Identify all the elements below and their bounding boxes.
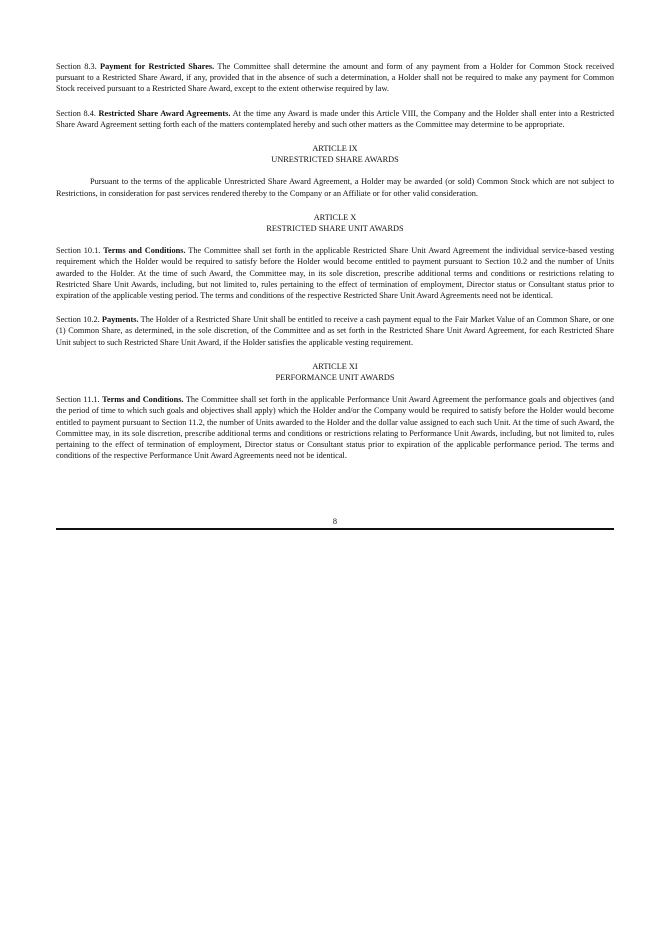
- article-xi-label: ARTICLE XI: [312, 361, 358, 371]
- section-8-4: [56, 108, 614, 130]
- document-page: [56, 61, 614, 474]
- section-body: The Holder of a Restricted Share Unit shall be entitled to receive a cash payment equal to the Fair Market Value of an Common Share, or one (1) Common Share, as determined, in the sole discretion, of the Committee and as set forth in the Restricted Share Unit Award Agreement, for each Restricted Share Unit subject to such Restricted Share Unit Award, if the Holder satisfies the applicable vesting requirement.: [56, 315, 614, 347]
- section-body: The Committee shall determine the amount and form of any payment from a Holder for Common Stock received pursuant to a Restricted Share Award, if any, provided that in the absence of such a determination, a Holder shall not be required to make any payment for Common Stock received pursuant to a Restricted Share Award, except to the extent otherwise required by law.: [56, 62, 614, 94]
- section-title: Restricted Share Award Agreements.: [98, 108, 231, 118]
- article-xi-title: PERFORMANCE UNIT AWARDS: [275, 373, 395, 383]
- section-title: Terms and Conditions.: [102, 395, 184, 405]
- section-number: Section 10.1.: [56, 246, 101, 256]
- section-body: The Committee shall set forth in the applicable Performance Unit Award Agreement the performance goals and objectives (and the period of time to which such goals and objectives shall apply) which the Holder and/or the Company would be required to satisfy before the Holder would become entitled to payment pursuant to Section 11.2, the number of Units awarded to the Holder and the dollar value assigned to each such Unit. At the time of such Award, the Committee may, in its sole discretion, prescribe additional terms and conditions or restrictions relating to Performance Unit Awards, including, but not limited to, rules pertaining to the effect of termination of employment, Director status or Consultant status prior to expiration of the applicable performance period. The terms and conditions of the respective Performance Unit Award Agreements need not be identical.: [56, 395, 614, 461]
- article-x-label: ARTICLE X: [313, 212, 357, 222]
- page-number: 8: [332, 517, 338, 526]
- page-footer: [56, 516, 614, 530]
- section-title: Terms and Conditions.: [103, 246, 186, 256]
- section-number: Section 8.3.: [56, 62, 97, 71]
- section-number: Section 11.1.: [56, 395, 100, 405]
- footer-rule: [56, 528, 614, 530]
- section-number: Section 10.2.: [56, 315, 100, 325]
- section-number: Section 8.4.: [56, 108, 96, 118]
- section-8-3: [56, 61, 614, 95]
- article-x-title: RESTRICTED SHARE UNIT AWARDS: [266, 224, 404, 234]
- section-body: The Committee shall set forth in the applicable Restricted Share Unit Award Agreement the individual service-based vesting requirement which the Holder would be required to satisfy before the Holder would become entitled to payment pursuant to Section 10.2 and the number of Units awarded to the Holder. At the time of such Award, the Committee may, in its sole discretion, prescribe additional terms and conditions or restrictions relating to Restricted Share Unit Awards, including, but not limited to, rules pertaining to the effect of termination of employment, Director status or Consultant status prior to expiration of the applicable vesting period. The terms and conditions of the respective Restricted Share Unit Award Agreements need not be identical.: [56, 246, 614, 301]
- section-10-2: [56, 314, 614, 348]
- section-10-1: [56, 245, 614, 301]
- section-11-1: [56, 394, 614, 461]
- section-title: Payments.: [101, 315, 139, 325]
- section-body: At the time any Award is made under this Article VIII, the Company and the Holder shall enter into a Restricted Share Award Agreement setting forth each of the matters contemplated hereby and such other matters as the Committee may determine to be appropriate.: [56, 108, 615, 129]
- section-title: Payment for Restricted Shares.: [100, 62, 215, 71]
- article-ix-body: Pursuant to the terms of the applicable Unrestricted Share Award Agreement, a Holder may be awarded (or sold) Common Stock which are not subject to Restrictions, in consideration for past services rendered thereby to the Company or an Affiliate or for other valid consideration.: [56, 177, 614, 198]
- article-ix-label: ARTICLE IX: [312, 144, 358, 154]
- article-ix-title: UNRESTRICTED SHARE AWARDS: [271, 155, 399, 165]
